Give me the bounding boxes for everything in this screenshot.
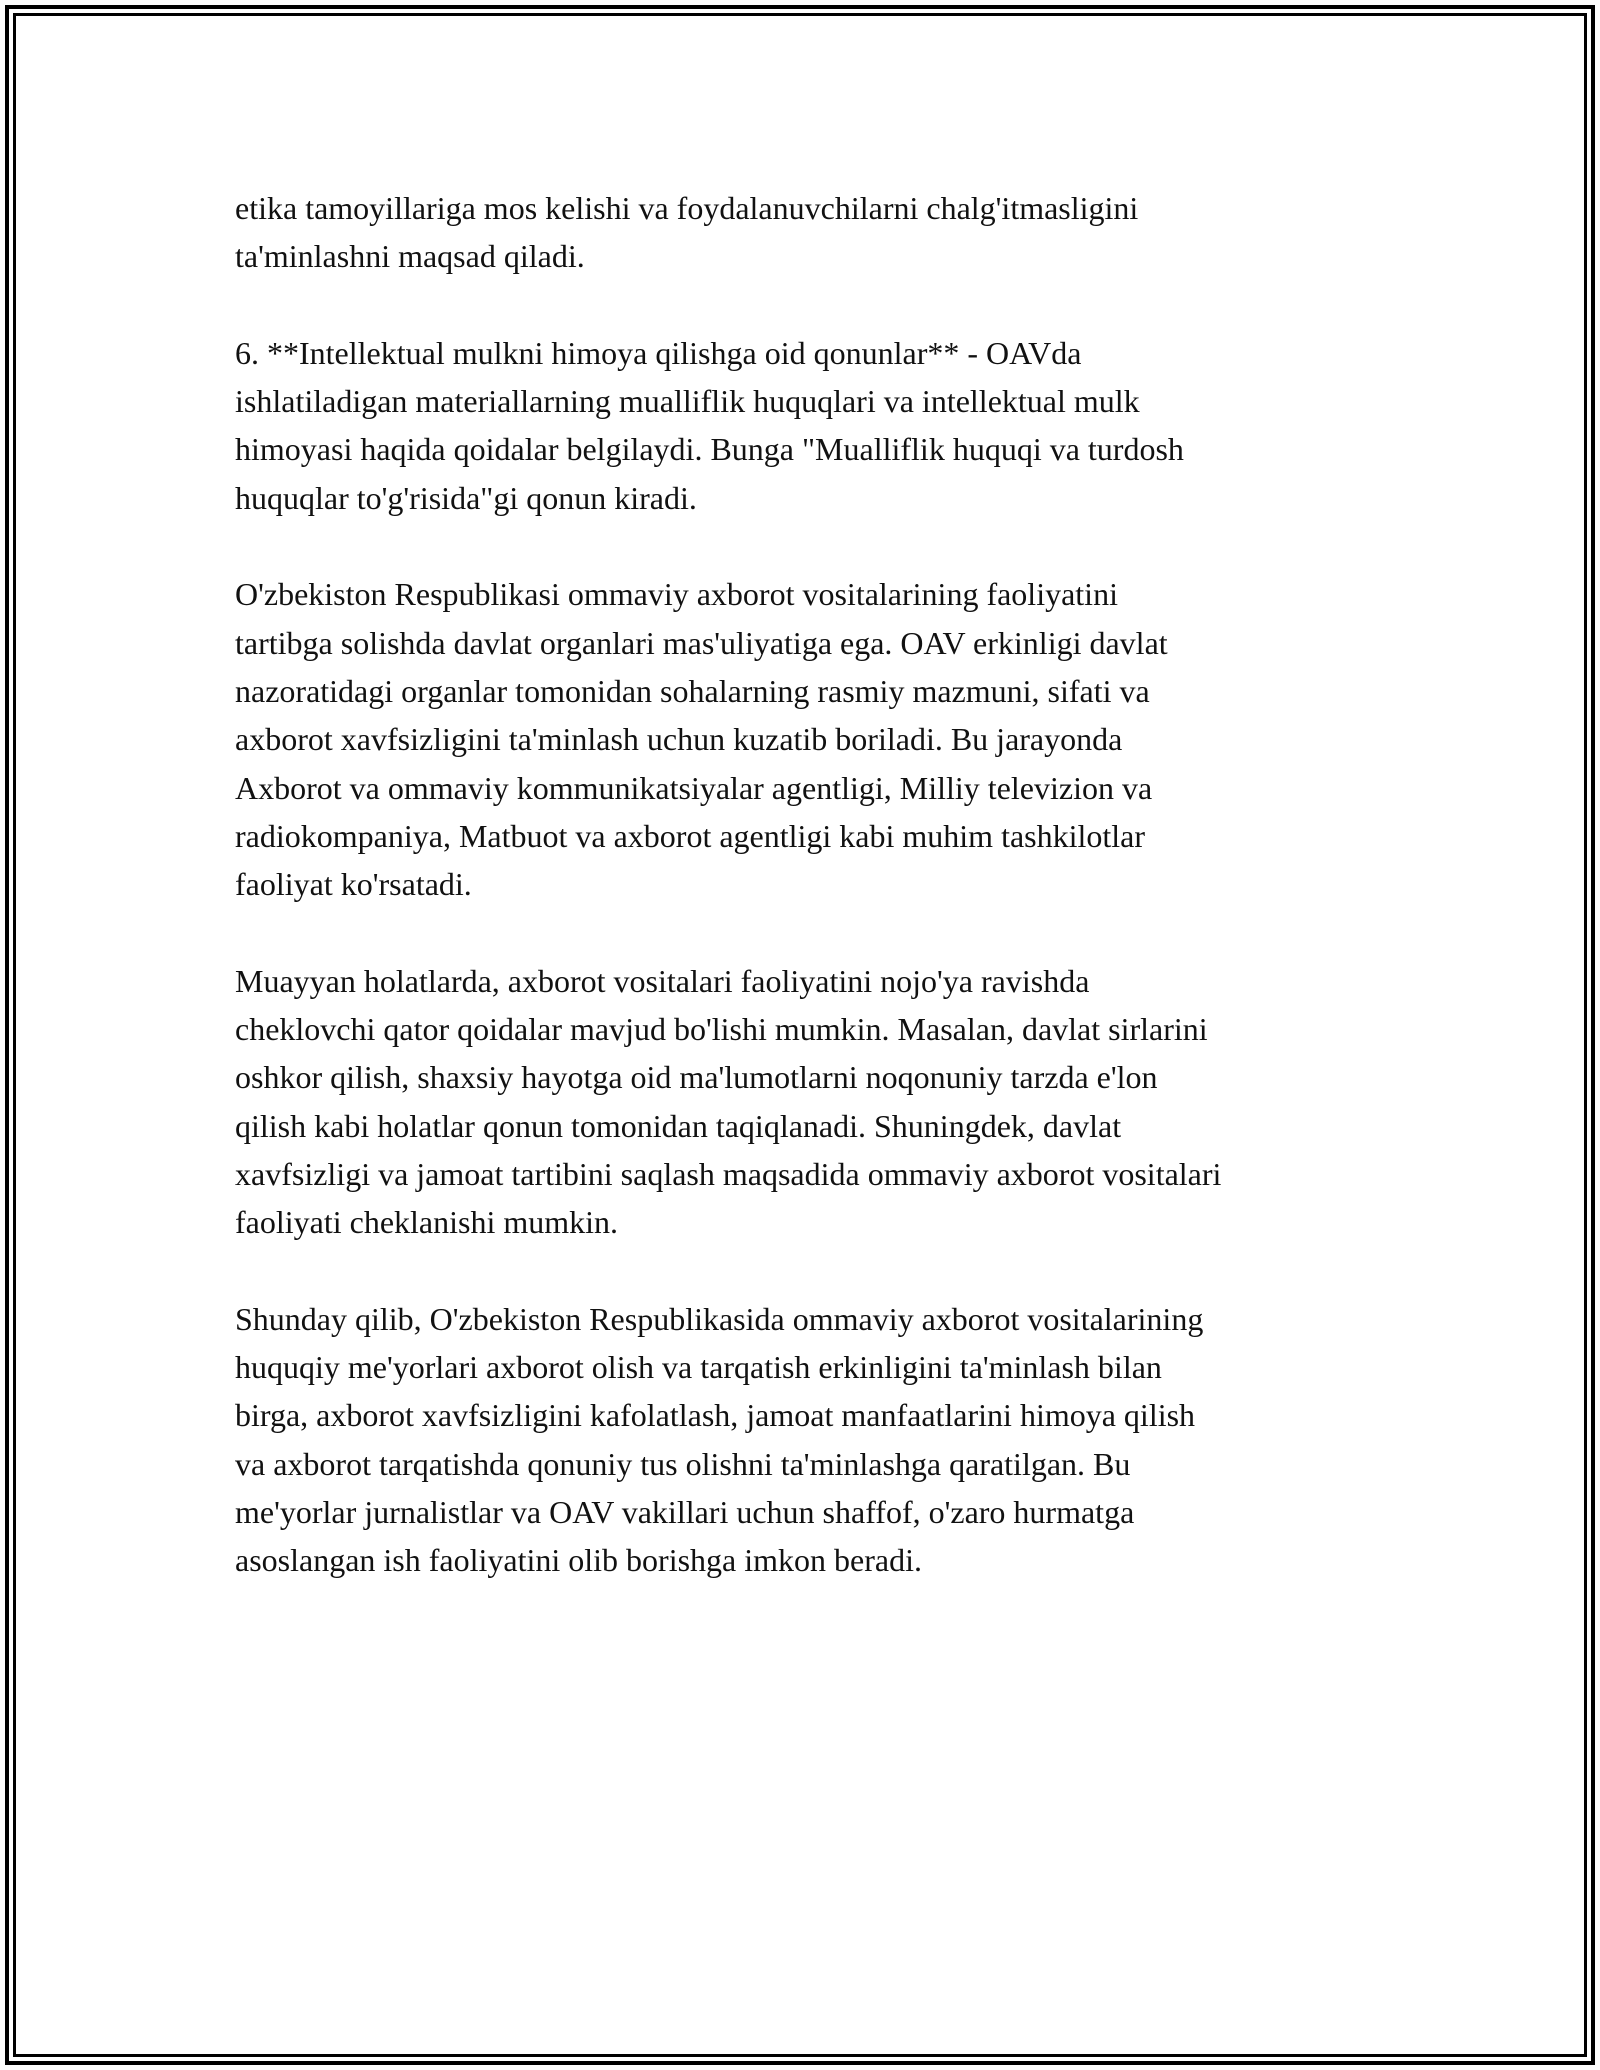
text-line: faoliyati cheklanishi mumkin.	[235, 1204, 619, 1241]
text-line: tartibga solishda davlat organlari mas'uliyatiga ega. OAV erkinligi davlat	[235, 624, 1168, 661]
text-line: O'zbekiston Respublikasi ommaviy axborot vositalarining faoliyatini	[235, 576, 1118, 613]
text-line: himoyasi haqida qoidalar belgilaydi. Bunga "Mualliflik huquqi va turdosh	[235, 431, 1184, 468]
text-line: birga, axborot xavfsizligini kafolatlash, jamoat manfaatlarini himoya qilish	[235, 1397, 1196, 1434]
document-body	[235, 184, 1385, 1633]
text-line: ishlatiladigan materiallarning mualliflik huquqlari va intellektual mulk	[235, 383, 1140, 420]
text-line: asoslangan ish faoliyatini olib borishga imkon beradi.	[235, 1542, 922, 1579]
paragraph-intellectual-property	[235, 329, 1385, 522]
text-line: radiokompaniya, Matbuot va axborot agentligi kabi muhim tashkilotlar	[235, 817, 1146, 854]
text-line: etika tamoyillariga mos kelishi va foydalanuvchilarni chalg'itmasligini	[235, 190, 1139, 226]
text-line: 6. **Intellektual mulkni himoya qilishga oid qonunlar** - OAVda	[235, 334, 1082, 371]
text-line: qilish kabi holatlar qonun tomonidan taqiqlanadi. Shuningdek, davlat	[235, 1107, 1122, 1144]
text-line: Shunday qilib, O'zbekiston Respublikasida ommaviy axborot vositalarining	[235, 1300, 1204, 1337]
text-line: xavfsizligi va jamoat tartibini saqlash maqsadida ommaviy axborot vositalari	[235, 1155, 1222, 1192]
text-line: Muayyan holatlarda, axborot vositalari faoliyatini nojo'ya ravishda	[235, 962, 1090, 999]
paragraph-conclusion	[235, 1295, 1385, 1585]
text-line: cheklovchi qator qoidalar mavjud bo'lishi mumkin. Masalan, davlat sirlarini	[235, 1011, 1208, 1048]
text-line: va axborot tarqatishda qonuniy tus olishni ta'minlashga qaratilgan. Bu	[235, 1445, 1131, 1482]
text-line: axborot xavfsizligini ta'minlash uchun kuzatib boriladi. Bu jarayonda	[235, 721, 1123, 758]
paragraph-continuation	[235, 184, 1385, 281]
text-line: huquqlar to'g'risida"gi qonun kiradi.	[235, 479, 697, 516]
text-line: faoliyat ko'rsatadi.	[235, 866, 472, 903]
text-line: me'yorlar jurnalistlar va OAV vakillari uchun shaffof, o'zaro hurmatga	[235, 1494, 1135, 1531]
text-line: huquqiy me'yorlari axborot olish va tarqatish erkinligini ta'minlash bilan	[235, 1349, 1162, 1386]
text-line: nazoratidagi organlar tomonidan sohalarning rasmiy mazmuni, sifati va	[235, 672, 1150, 709]
paragraph-restrictions	[235, 957, 1385, 1247]
text-line: oshkor qilish, shaxsiy hayotga oid ma'lumotlarni noqonuniy tarzda e'lon	[235, 1059, 1158, 1096]
text-line: Axborot va ommaviy kommunikatsiyalar agentligi, Milliy televizion va	[235, 769, 1153, 806]
text-line: ta'minlashni maqsad qiladi.	[235, 238, 585, 275]
paragraph-state-bodies	[235, 570, 1385, 908]
